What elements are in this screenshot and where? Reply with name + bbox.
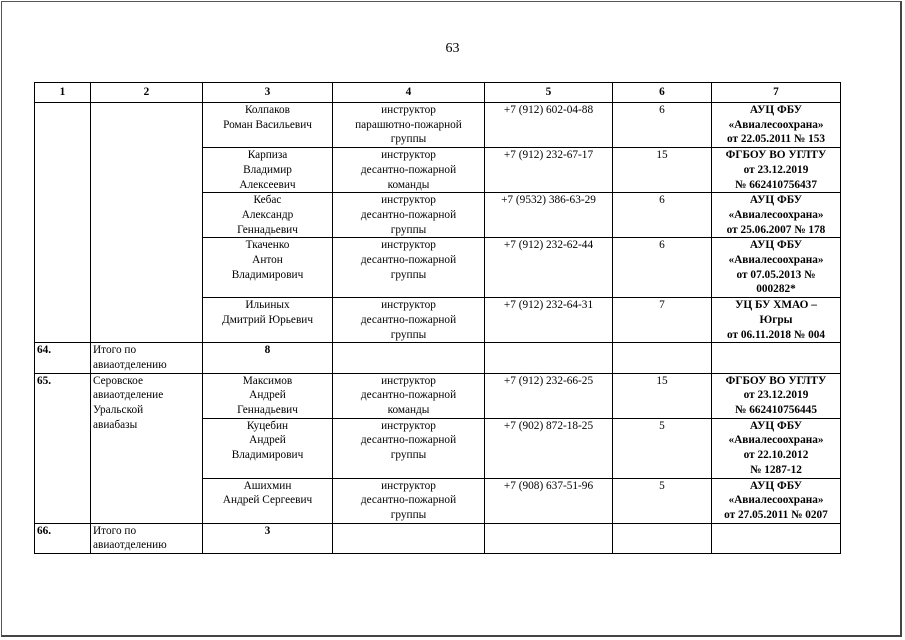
employee-phone: +7 (912) 232-62-44: [485, 238, 613, 298]
header-col-2: 2: [91, 83, 203, 103]
row-number: [35, 103, 91, 343]
employee-experience: 6: [613, 103, 712, 148]
employee-phone: +7 (912) 232-66-25: [485, 373, 613, 418]
employee-phone: +7 (912) 602-04-88: [485, 103, 613, 148]
employee-certificate: АУЦ ФБУ «Авиалесоохрана» от 07.05.2013 № 000282*: [712, 238, 841, 298]
personnel-table: [34, 82, 841, 554]
employee-experience: 7: [613, 298, 712, 343]
employee-name: Кебас Александр Геннадьевич: [203, 193, 333, 238]
header-col-5: 5: [485, 83, 613, 103]
empty-cell: [333, 523, 485, 553]
empty-cell: [613, 343, 712, 373]
row-number: 66.: [35, 523, 91, 553]
employee-name: Ильиных Дмитрий Юрьевич: [203, 298, 333, 343]
employee-position: инструктор десантно-пожарной группы: [333, 298, 485, 343]
employee-position: инструктор десантно-пожарной группы: [333, 238, 485, 298]
employee-certificate: АУЦ ФБУ «Авиалесоохрана» от 27.05.2011 № 0207: [712, 478, 841, 523]
employee-certificate: АУЦ ФБУ «Авиалесоохрана» от 25.06.2007 № 178: [712, 193, 841, 238]
employee-phone: +7 (912) 232-64-31: [485, 298, 613, 343]
employee-name: Ашихмин Андрей Сергеевич: [203, 478, 333, 523]
employee-name: Ткаченко Антон Владимирович: [203, 238, 333, 298]
employee-name: Колпаков Роман Васильевич: [203, 103, 333, 148]
employee-name: Куцебин Андрей Владимирович: [203, 418, 333, 478]
employee-position: инструктор десантно-пожарной команды: [333, 148, 485, 193]
employee-phone: +7 (912) 232-67-17: [485, 148, 613, 193]
empty-cell: [712, 523, 841, 553]
employee-certificate: УЦ БУ ХМАО – Югры от 06.11.2018 № 004: [712, 298, 841, 343]
employee-experience: 5: [613, 478, 712, 523]
employee-experience: 15: [613, 373, 712, 418]
total-row: [35, 523, 841, 553]
table-header-row: [35, 83, 841, 103]
employee-certificate: ФГБОУ ВО УГЛТУ от 23.12.2019 № 662410756437: [712, 148, 841, 193]
empty-cell: [333, 343, 485, 373]
employee-name: Максимов Андрей Геннадьевич: [203, 373, 333, 418]
table-row: [35, 373, 841, 418]
employee-experience: 6: [613, 238, 712, 298]
row-number: 65.: [35, 373, 91, 523]
employee-position: инструктор десантно-пожарной группы: [333, 418, 485, 478]
page-number: 63: [445, 41, 460, 56]
empty-cell: [485, 523, 613, 553]
header-col-6: 6: [613, 83, 712, 103]
employee-name: Карпиза Владимир Алексеевич: [203, 148, 333, 193]
employee-experience: 15: [613, 148, 712, 193]
division-total: 3: [203, 523, 333, 553]
employee-certificate: ФГБОУ ВО УГЛТУ от 23.12.2019 № 662410756445: [712, 373, 841, 418]
table-row: [35, 103, 841, 148]
employee-certificate: АУЦ ФБУ «Авиалесоохрана» от 22.10.2012 № 1287-12: [712, 418, 841, 478]
employee-position: инструктор десантно-пожарной команды: [333, 373, 485, 418]
employee-phone: +7 (902) 872-18-25: [485, 418, 613, 478]
header-col-4: 4: [333, 83, 485, 103]
employee-phone: +7 (908) 637-51-96: [485, 478, 613, 523]
row-number: 64.: [35, 343, 91, 373]
employee-experience: 5: [613, 418, 712, 478]
header-col-3: 3: [203, 83, 333, 103]
empty-cell: [712, 343, 841, 373]
employee-position: инструктор парашютно-пожарной группы: [333, 103, 485, 148]
division-name: [91, 103, 203, 343]
employee-position: инструктор десантно-пожарной группы: [333, 193, 485, 238]
empty-cell: [485, 343, 613, 373]
total-row: [35, 343, 841, 373]
division-total: 8: [203, 343, 333, 373]
header-col-1: 1: [35, 83, 91, 103]
division-name: Итого по авиаотделению: [91, 343, 203, 373]
employee-certificate: АУЦ ФБУ «Авиалесоохрана» от 22.05.2011 № 153: [712, 103, 841, 148]
employee-position: инструктор десантно-пожарной группы: [333, 478, 485, 523]
division-name: Серовское авиаотделение Уральской авиабазы: [91, 373, 203, 523]
empty-cell: [613, 523, 712, 553]
header-col-7: 7: [712, 83, 841, 103]
division-name: Итого по авиаотделению: [91, 523, 203, 553]
employee-phone: +7 (9532) 386-63-29: [485, 193, 613, 238]
employee-experience: 6: [613, 193, 712, 238]
